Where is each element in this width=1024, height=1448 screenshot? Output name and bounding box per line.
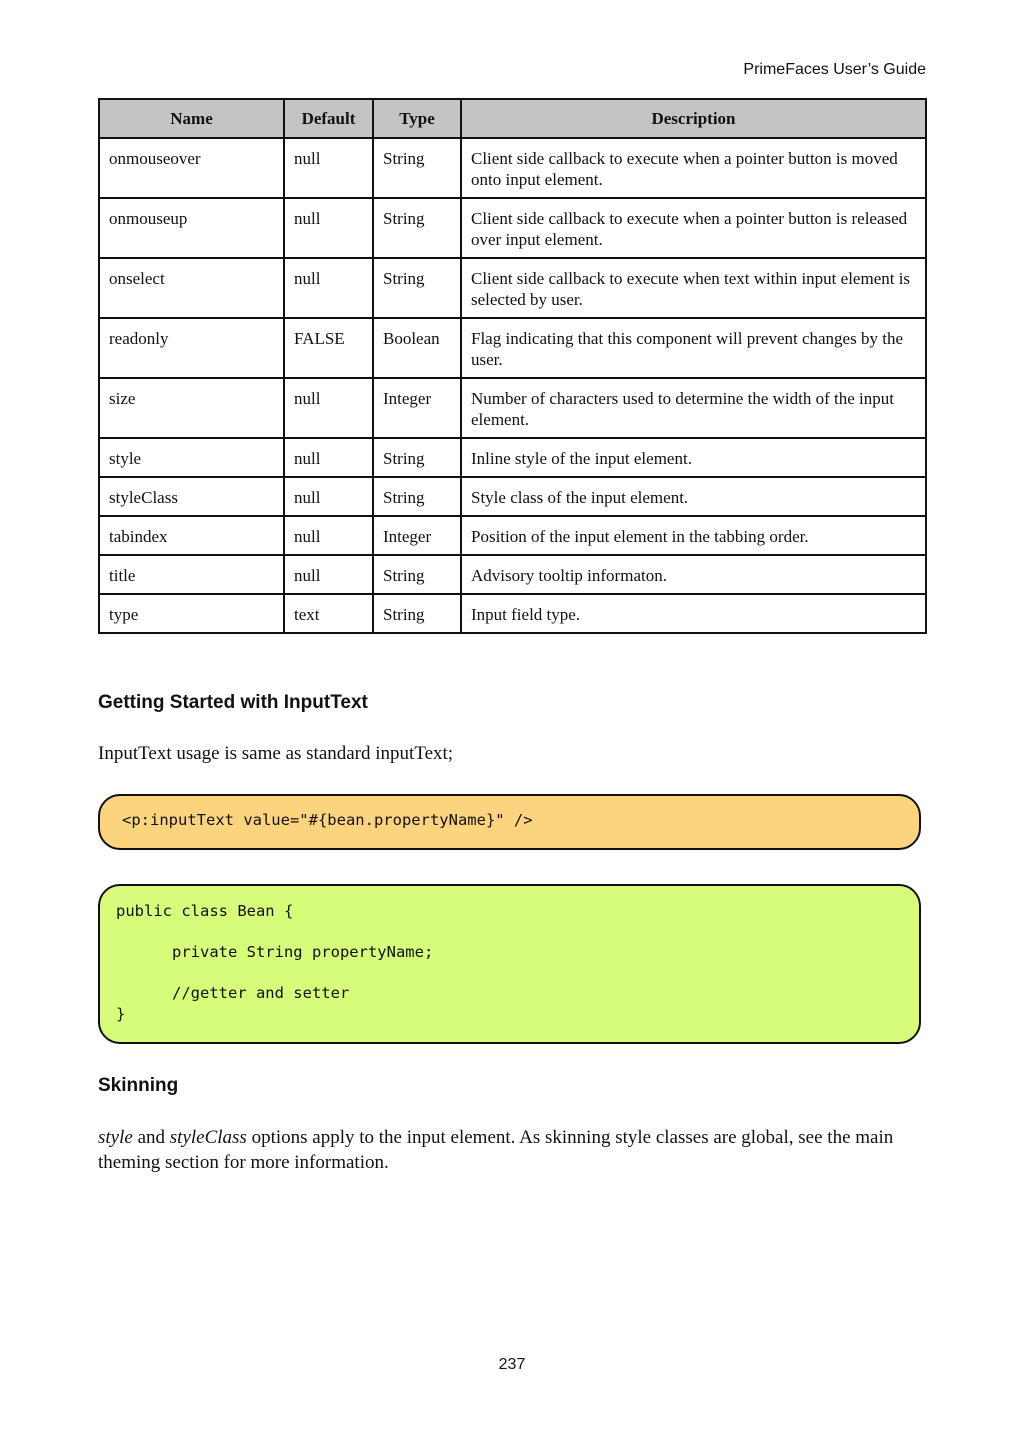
cell-name: onselect (99, 258, 284, 318)
cell-type: String (373, 477, 461, 516)
skinning-and: and (132, 1127, 170, 1148)
xhtml-code-block (98, 794, 921, 850)
java-code-block (98, 884, 921, 1044)
cell-type: Boolean (373, 318, 461, 378)
cell-default: text (284, 594, 373, 633)
table-row (99, 258, 926, 318)
cell-description: Position of the input element in the tabbing order. (461, 516, 926, 555)
cell-default: null (284, 198, 373, 258)
cell-default: null (284, 477, 373, 516)
cell-type: String (373, 594, 461, 633)
cell-default: null (284, 138, 373, 198)
table-header-row (99, 99, 926, 138)
code-line: //getter and setter (116, 984, 350, 1002)
cell-description: Flag indicating that this component will prevent changes by the user. (461, 318, 926, 378)
cell-name: type (99, 594, 284, 633)
cell-name: readonly (99, 318, 284, 378)
running-header: PrimeFaces User’s Guide (743, 61, 926, 78)
cell-description: Style class of the input element. (461, 477, 926, 516)
cell-description: Client side callback to execute when a pointer button is released over input element. (461, 198, 926, 258)
cell-default: null (284, 378, 373, 438)
table-row (99, 594, 926, 633)
cell-default: null (284, 438, 373, 477)
column-header-default: Default (284, 99, 373, 138)
cell-type: Integer (373, 516, 461, 555)
skinning-rest: options apply to the input element. As skinning style classes are global, see the main theming section for more information. (98, 1127, 894, 1173)
cell-description: Client side callback to execute when text within input element is selected by user. (461, 258, 926, 318)
table-row (99, 438, 926, 477)
column-header-name: Name (99, 99, 284, 138)
usage-paragraph: InputText usage is same as standard inputText; (98, 743, 454, 764)
cell-description: Inline style of the input element. (461, 438, 926, 477)
table-row (99, 477, 926, 516)
cell-description: Client side callback to execute when a pointer button is moved onto input element. (461, 138, 926, 198)
cell-default: null (284, 555, 373, 594)
cell-default: null (284, 516, 373, 555)
cell-type: String (373, 138, 461, 198)
table-row (99, 378, 926, 438)
cell-name: onmouseover (99, 138, 284, 198)
cell-type: String (373, 438, 461, 477)
cell-name: title (99, 555, 284, 594)
skinning-paragraph (98, 1125, 928, 1175)
cell-name: tabindex (99, 516, 284, 555)
cell-description: Advisory tooltip informaton. (461, 555, 926, 594)
code-line: private String propertyName; (116, 943, 434, 961)
cell-name: size (99, 378, 284, 438)
table-row (99, 318, 926, 378)
cell-default: null (284, 258, 373, 318)
cell-name: style (99, 438, 284, 477)
column-header-description: Description (461, 99, 926, 138)
attributes-table (98, 98, 927, 634)
cell-type: Integer (373, 378, 461, 438)
cell-default: FALSE (284, 318, 373, 378)
cell-type: String (373, 258, 461, 318)
cell-type: String (373, 198, 461, 258)
code-line: } (116, 1004, 126, 1023)
table-row (99, 516, 926, 555)
table-row (99, 555, 926, 594)
code-line-blank (116, 922, 919, 943)
page-number: 237 (498, 1356, 526, 1373)
cell-description: Input field type. (461, 594, 926, 633)
table-row (99, 138, 926, 198)
section-heading-skinning: Skinning (98, 1075, 179, 1096)
code-line: <p:inputText value="#{bean.propertyName}" /> (122, 811, 533, 829)
table-row (99, 198, 926, 258)
section-heading-getting-started: Getting Started with InputText (98, 692, 368, 713)
column-header-type: Type (373, 99, 461, 138)
cell-type: String (373, 555, 461, 594)
term-style: style (98, 1127, 133, 1148)
code-line-blank (116, 963, 919, 984)
term-styleclass: styleClass (169, 1127, 247, 1148)
cell-description: Number of characters used to determine the width of the input element. (461, 378, 926, 438)
code-line: public class Bean { (116, 902, 294, 920)
cell-name: onmouseup (99, 198, 284, 258)
cell-name: styleClass (99, 477, 284, 516)
